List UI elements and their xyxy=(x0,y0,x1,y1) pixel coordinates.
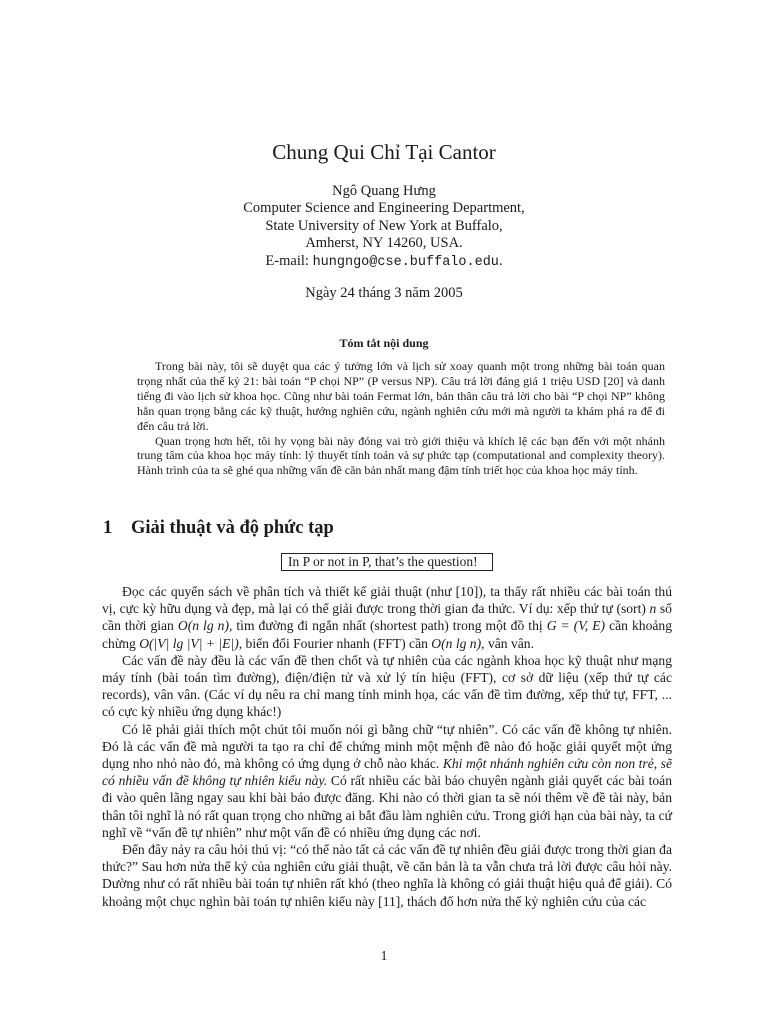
page-number: 1 xyxy=(380,948,388,963)
paper-date: Ngày 24 tháng 3 năm 2005 xyxy=(305,285,463,301)
abstract-heading: Tóm tắt nội dung xyxy=(339,336,429,350)
author-university: State University of New York at Buffalo, xyxy=(265,217,503,234)
body-paragraph-4: Đến đây nảy ra câu hỏi thú vị: “có thể nào tất cả các vấn đề tự nhiên đều giải được trong thời gian đa thức?” Sau hơn nửa thế kỷ của nghiên cứu giải thuật, về căn bản là ta vẫn chưa trả lời được câu hỏi này. Dường như có rất nhiều bài toán tự nhiên rất khó (theo nghĩa là không có giải thuật hiệu quả để giải). Có khoảng một chục nghìn bài toán tự nhiên kiểu này [11], thách đố hơn nửa thế kỷ nghiên cứu của các xyxy=(102,842,672,909)
body-paragraph-3 xyxy=(102,721,672,841)
text-run: cần khoảng chừng xyxy=(102,618,672,651)
math-inline: O(n lg n) xyxy=(177,618,229,634)
text-run: Đọc các quyển sách về phân tích và thiết kế giải thuật (như [10]), ta thấy rất nhiều các bài toán thú vị, cực kỳ hữu dụng và đẹp, mà lại có thể giải được trong thời gian đa thức. Ví dụ: xếp thứ tự (sort) xyxy=(102,584,672,617)
body-paragraph-1 xyxy=(102,583,672,652)
abstract xyxy=(137,359,665,478)
email-address: hungngo@cse.buffalo.edu xyxy=(312,254,499,270)
quote-box: In P or not in P, that’s the question! xyxy=(281,553,493,571)
author-department: Computer Science and Engineering Department, xyxy=(243,200,525,217)
text-run: Có lẽ phải giải thích một chút tôi muốn nói gì bằng chữ “tự nhiên”. Có các vấn đề không tự nhiên. Đó là các vấn đề mà người ta tạo ra chỉ để chứng minh một mệnh đề nào đó hoặc giải quyết một ứng dụng nho nhỏ nào đó, mà không có ứng dụng ở chỗ nào khác. xyxy=(102,721,672,772)
text-run: , tìm đường đi ngắn nhất (shortest path) trong một đồ thị xyxy=(228,618,547,634)
math-inline: O(|V| lg |V| + |E|) xyxy=(139,635,239,651)
author-email-line xyxy=(0,253,768,271)
author-block xyxy=(0,183,768,271)
email-period: . xyxy=(498,252,503,269)
math-inline: G = (V, E) xyxy=(546,618,606,634)
text-run: Có rất nhiều các bài báo chuyên ngành giải quyết các bài toán đi vào quên lãng ngay sau khi bài báo được đăng. Khi nào có thời gian ta sẽ nói thêm về đề tài này, bản thân tôi nghĩ là nó rất quan trọng cho những ai bắt đầu làm nghiên cứu. Trong giới hạn của bài này, ta cứ nghĩ về “vấn đề tự nhiên” như một vấn đề có nhiều ứng dụng các nơi. xyxy=(102,773,672,840)
text-run: , vân vân. xyxy=(481,635,534,651)
text-run: , biến đổi Fourier nhanh (FFT) cần xyxy=(238,635,432,651)
section-body xyxy=(102,583,672,910)
math-inline: n xyxy=(649,601,657,617)
body-paragraph-2: Các vấn đề này đều là các vấn đề then chốt và tự nhiên của các ngành khoa học kỹ thuật như mạng máy tính (bài toán tìm đường), điện/điện tử và xử lý tín hiệu (FFT), cơ sở dữ liệu (xếp thứ tự các records), vân vân. (Các ví dụ nêu ra chỉ mang tính minh họa, các vấn đề tìm đường, xếp thứ tự, FFT, ... có cực kỳ nhiều ứng dụng khác!) xyxy=(102,652,672,720)
author-name: Ngô Quang Hưng xyxy=(332,183,436,199)
email-label: E-mail: xyxy=(265,252,309,269)
emphasized-text: Khi một nhánh nghiên cứu còn non trẻ, sẽ có nhiều vấn đề không tự nhiên kiểu này. xyxy=(102,756,672,789)
math-inline: O(n lg n) xyxy=(431,635,482,651)
section-title: Giải thuật và độ phức tạp xyxy=(131,518,334,538)
author-address: Amherst, NY 14260, USA. xyxy=(305,235,463,252)
section-number: 1 xyxy=(103,518,113,538)
text-run: số cần thời gian xyxy=(102,601,672,634)
abstract-paragraph-1: Trong bài này, tôi sẽ duyệt qua các ý tưởng lớn và lịch sử xoay quanh một trong những bài toán quan trọng nhất của thế kỷ 21: bài toán “P chọi NP” (P versus NP). Câu trả lời đáng giá 1 triệu USD [20] và danh tiếng đi vào lịch sử khoa học. Cũng như bài toán Fermat lớn, bản thân câu trả lời cho bài “P chọi NP” không hẳn quan trọng bằng các kỹ thuật, hướng nghiên cứu, ngành nghiên cứu mới mà người ta khám phá ra để đi đến câu trả lời. xyxy=(137,359,665,433)
section-heading xyxy=(103,518,334,539)
paper-title: Chung Qui Chỉ Tại Cantor xyxy=(272,140,496,164)
abstract-paragraph-2: Quan trọng hơn hết, tôi hy vọng bài này đóng vai trò giới thiệu và khích lệ các bạn đến với một nhánh trung tâm của khoa học máy tính: lý thuyết tính toán và sự phức tạp (computational and complexity theory). Hành trình của ta sẽ ghé qua những vấn đề căn bản nhất mang đậm tính triết học của khoa học máy tính. xyxy=(137,433,665,478)
